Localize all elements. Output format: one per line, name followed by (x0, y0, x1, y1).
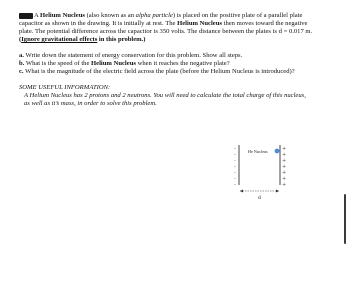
question-c (19, 68, 295, 76)
scrollbar-thumb[interactable] (344, 194, 346, 244)
svg-text:-: - (234, 158, 236, 164)
problem-line-4: (Ignore gravitational effects in this problem.) (19, 36, 146, 43)
svg-text:+: + (282, 146, 287, 152)
question-label: b. (19, 60, 25, 67)
info-line-1: A Helium Nucleus has 2 protons and 2 neutrons. You will need to calculate the total charge of this nucleus, (24, 92, 306, 99)
svg-text:-: - (234, 146, 236, 152)
question-text: when it reaches the negative plate? (135, 60, 230, 67)
svg-text:+: + (282, 176, 287, 182)
problem-line-2 (19, 20, 307, 28)
svg-text:+: + (282, 182, 287, 188)
negative-signs (234, 146, 236, 188)
svg-text:-: - (234, 170, 236, 176)
question-text: What is the speed of the (24, 60, 92, 67)
question-a (19, 52, 242, 60)
helium-nucleus-particle (275, 149, 280, 154)
svg-text:+: + (282, 170, 287, 176)
text-part: capacitor as shown in the drawing. It is initially at rest. The (19, 20, 178, 27)
text-part: then moves toward the negative (221, 20, 308, 27)
question-text: Write down the statement of energy conservation for this problem. Show all steps. (23, 52, 243, 59)
helium-nucleus-bold: Helium Nucleus (91, 60, 136, 67)
question-text: What is the magnitude of the electric field across the plate (before the Helium Nucleus is introduced)? (23, 68, 295, 75)
svg-text:+: + (282, 152, 287, 158)
question-label: c. (19, 68, 24, 75)
capacitor-svg (225, 145, 295, 205)
he-nucleus-label: He Nucleus (248, 149, 268, 154)
info-heading: SOME USEFUL INFORMATION: (19, 84, 111, 91)
text-mid: (also known as an (84, 12, 136, 19)
helium-nucleus-bold: Helium Nucleus (177, 20, 222, 27)
question-b (19, 60, 230, 68)
arrow-right-icon (276, 190, 279, 193)
highlight-marker (19, 13, 33, 19)
svg-text:-: - (234, 152, 236, 158)
arrow-left-icon (240, 190, 243, 193)
problem-line-3: plate. The potential difference across the capacitor is 350 volts. The distance between the plates is d = 0.017 m. (19, 28, 313, 35)
positive-signs (282, 146, 286, 188)
problem-line-1 (34, 12, 302, 20)
svg-text:-: - (234, 176, 236, 182)
svg-text:-: - (234, 164, 236, 170)
helium-nucleus-title: Helium Nucleus (40, 12, 85, 19)
text-rest: ) is placed on the positive plate of a parallel plate (172, 12, 303, 19)
info-line-2: as well as it’s mass, in order to solve this problem. (24, 100, 157, 107)
svg-text:+: + (282, 158, 287, 164)
distance-label: d (258, 195, 261, 201)
alpha-particle-text: alpha particle (135, 12, 173, 19)
capacitor-diagram (225, 145, 295, 205)
text-lead: A (34, 12, 41, 19)
svg-text:+: + (282, 164, 287, 170)
question-label: a. (19, 52, 24, 59)
svg-text:-: - (234, 182, 236, 188)
